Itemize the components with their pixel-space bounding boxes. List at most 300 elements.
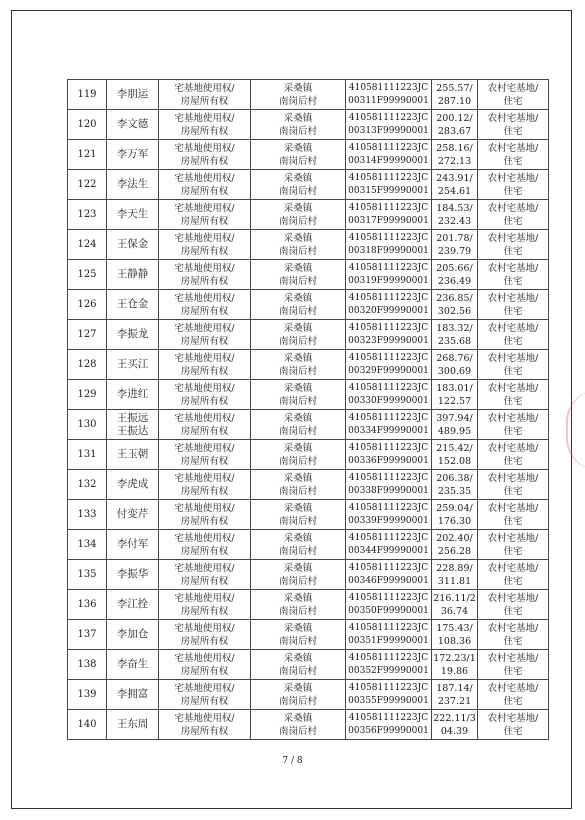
certificate-number-line: 00314F99990001 — [348, 155, 429, 166]
area-line: 237.21 — [437, 695, 472, 707]
location-cell — [251, 260, 346, 290]
location-line: 南岗后村 — [278, 365, 317, 377]
page-number: 7 / 8 — [282, 756, 303, 766]
area-line: 108.36 — [437, 635, 472, 647]
right-type-line: 房屋所有权 — [180, 335, 229, 347]
owner-name-line: 李奋生 — [116, 658, 149, 670]
location-cell — [251, 350, 346, 380]
certificate-number-line: 00330F99990001 — [348, 395, 429, 406]
owner-name-line: 王买江 — [116, 358, 149, 370]
land-use-line: 住宅 — [503, 95, 523, 107]
certificate-number-line: 410581111223JC — [348, 202, 429, 213]
land-use-line: 农村宅基地/ — [487, 82, 539, 94]
right-type-line: 房屋所有权 — [180, 695, 229, 707]
right-type-line: 宅基地使用权/ — [174, 652, 235, 664]
owner-name-cell — [107, 410, 159, 440]
area-line: 228.89/ — [436, 562, 473, 574]
location-line: 采桑镇 — [283, 112, 313, 124]
area-cell — [432, 530, 478, 560]
location-line: 采桑镇 — [283, 322, 313, 334]
certificate-number-line: 410581111223JC — [348, 382, 429, 393]
land-use-line: 住宅 — [503, 125, 523, 137]
certificate-number-line: 00346F99990001 — [348, 575, 429, 586]
area-line: 184.53/ — [436, 202, 473, 214]
right-type-cell — [159, 620, 251, 650]
area-line: 187.14/ — [436, 682, 473, 694]
area-line: 255.57/ — [436, 82, 473, 94]
location-cell — [251, 170, 346, 200]
certificate-number-line: 410581111223JC — [348, 712, 429, 723]
right-type-cell — [159, 320, 251, 350]
area-line: 235.68 — [437, 335, 472, 347]
table-row — [68, 110, 549, 140]
row-number-cell: 131 — [68, 440, 107, 470]
owner-name-line: 李江拴 — [116, 598, 149, 610]
land-use-line: 住宅 — [503, 245, 523, 257]
location-line: 南岗后村 — [278, 305, 317, 317]
row-number-cell: 130 — [68, 410, 107, 440]
location-line: 南岗后村 — [278, 725, 317, 737]
land-use-line: 住宅 — [503, 365, 523, 377]
land-use-line: 住宅 — [503, 215, 523, 227]
land-use-cell — [478, 560, 549, 590]
area-line: 397.94/ — [436, 412, 473, 424]
owner-name-line: 王静静 — [116, 268, 149, 280]
owner-name-line: 李虎成 — [116, 478, 149, 490]
owner-name-cell — [107, 650, 159, 680]
certificate-number-cell — [346, 110, 432, 140]
certificate-number-cell — [346, 410, 432, 440]
row-number-cell: 140 — [68, 710, 107, 740]
owner-name-line: 付变芹 — [116, 508, 149, 520]
location-line: 南岗后村 — [278, 275, 317, 287]
location-cell — [251, 710, 346, 740]
certificate-number-line: 00334F99990001 — [348, 425, 429, 436]
row-number-cell: 120 — [68, 110, 107, 140]
owner-name-line: 李振龙 — [116, 328, 149, 340]
certificate-number-line: 00338F99990001 — [348, 485, 429, 496]
table-body — [68, 80, 549, 740]
right-type-line: 宅基地使用权/ — [174, 172, 235, 184]
land-use-line: 农村宅基地/ — [487, 682, 539, 694]
certificate-number-line: 410581111223JC — [348, 412, 429, 423]
right-type-line: 宅基地使用权/ — [174, 232, 235, 244]
area-line: 243.91/ — [436, 172, 473, 184]
certificate-number-cell — [346, 140, 432, 170]
certificate-number-line: 410581111223JC — [348, 562, 429, 573]
location-cell — [251, 620, 346, 650]
location-cell — [251, 440, 346, 470]
certificate-number-cell — [346, 530, 432, 560]
land-use-line: 农村宅基地/ — [487, 382, 539, 394]
area-cell — [432, 560, 478, 590]
right-type-line: 房屋所有权 — [180, 485, 229, 497]
owner-name-line: 李文德 — [116, 118, 149, 130]
right-type-line: 房屋所有权 — [180, 275, 229, 287]
row-number-cell: 125 — [68, 260, 107, 290]
location-line: 南岗后村 — [278, 665, 317, 677]
right-type-cell — [159, 110, 251, 140]
certificate-number-line: 410581111223JC — [348, 232, 429, 243]
location-cell — [251, 410, 346, 440]
location-line: 南岗后村 — [278, 425, 317, 437]
owner-name-cell — [107, 530, 159, 560]
certificate-number-cell — [346, 620, 432, 650]
certificate-number-line: 410581111223JC — [348, 262, 429, 273]
area-cell — [432, 710, 478, 740]
land-use-line: 住宅 — [503, 665, 523, 677]
right-type-line: 宅基地使用权/ — [174, 682, 235, 694]
location-line: 采桑镇 — [283, 712, 313, 724]
certificate-number-cell — [346, 80, 432, 110]
table-row — [68, 500, 549, 530]
land-use-cell — [478, 110, 549, 140]
location-line: 采桑镇 — [283, 562, 313, 574]
certificate-number-line: 410581111223JC — [348, 142, 429, 153]
row-number-cell: 119 — [68, 80, 107, 110]
table-row — [68, 590, 549, 620]
area-cell — [432, 290, 478, 320]
area-line: 183.01/ — [436, 382, 473, 394]
land-use-line: 农村宅基地/ — [487, 412, 539, 424]
area-cell — [432, 230, 478, 260]
location-line: 南岗后村 — [278, 395, 317, 407]
certificate-number-cell — [346, 290, 432, 320]
certificate-number-line: 410581111223JC — [348, 502, 429, 513]
certificate-number-line: 00317F99990001 — [348, 215, 429, 226]
area-cell — [432, 410, 478, 440]
area-line: 254.61 — [437, 185, 472, 197]
location-cell — [251, 500, 346, 530]
area-line: 236.49 — [437, 275, 472, 287]
certificate-number-cell — [346, 560, 432, 590]
area-line: 300.69 — [437, 365, 472, 377]
location-cell — [251, 560, 346, 590]
right-type-line: 宅基地使用权/ — [174, 592, 235, 604]
area-line: 172.23/1 — [433, 652, 476, 664]
owner-name-line: 王保金 — [116, 238, 149, 250]
right-type-cell — [159, 710, 251, 740]
area-line: 19.86 — [440, 665, 469, 677]
right-type-line: 房屋所有权 — [180, 185, 229, 197]
owner-name-line: 王振达 — [116, 424, 149, 437]
right-type-cell — [159, 470, 251, 500]
area-cell — [432, 110, 478, 140]
right-type-line: 宅基地使用权/ — [174, 322, 235, 334]
table-row — [68, 620, 549, 650]
area-cell — [432, 200, 478, 230]
right-type-line: 宅基地使用权/ — [174, 382, 235, 394]
land-use-cell — [478, 680, 549, 710]
certificate-number-line: 410581111223JC — [348, 442, 429, 453]
owner-name-line: 李付军 — [116, 538, 149, 550]
certificate-number-cell — [346, 470, 432, 500]
land-use-line: 住宅 — [503, 545, 523, 557]
land-use-line: 农村宅基地/ — [487, 562, 539, 574]
owner-name-cell — [107, 170, 159, 200]
location-line: 采桑镇 — [283, 622, 313, 634]
area-cell — [432, 320, 478, 350]
certificate-number-line: 00336F99990001 — [348, 455, 429, 466]
certificate-number-line: 00339F99990001 — [348, 515, 429, 526]
registry-table — [67, 79, 549, 740]
location-line: 南岗后村 — [278, 245, 317, 257]
certificate-number-cell — [346, 170, 432, 200]
certificate-number-line: 00311F99990001 — [348, 95, 429, 106]
owner-name-line: 李进红 — [116, 388, 149, 400]
right-type-line: 房屋所有权 — [180, 245, 229, 257]
location-cell — [251, 530, 346, 560]
right-type-line: 宅基地使用权/ — [174, 532, 235, 544]
table-row — [68, 710, 549, 740]
location-line: 南岗后村 — [278, 95, 317, 107]
right-type-cell — [159, 350, 251, 380]
owner-name-line: 李拥富 — [116, 688, 149, 700]
owner-name-cell — [107, 560, 159, 590]
right-type-line: 房屋所有权 — [180, 365, 229, 377]
location-cell — [251, 200, 346, 230]
area-line: 287.10 — [437, 95, 472, 107]
right-type-cell — [159, 230, 251, 260]
certificate-number-line: 00352F99990001 — [348, 665, 429, 676]
area-line: 183.32/ — [436, 322, 473, 334]
owner-name-line: 王振远 — [116, 411, 149, 424]
land-use-cell — [478, 290, 549, 320]
certificate-number-cell — [346, 650, 432, 680]
right-type-line: 房屋所有权 — [180, 125, 229, 137]
owner-name-cell — [107, 350, 159, 380]
owner-name-line: 李朋运 — [116, 88, 149, 100]
area-cell — [432, 260, 478, 290]
table-row — [68, 530, 549, 560]
area-line: 235.35 — [437, 485, 472, 497]
area-cell — [432, 80, 478, 110]
certificate-number-line: 410581111223JC — [348, 292, 429, 303]
land-use-line: 农村宅基地/ — [487, 712, 539, 724]
land-use-cell — [478, 380, 549, 410]
location-line: 南岗后村 — [278, 695, 317, 707]
table-row — [68, 560, 549, 590]
location-line: 采桑镇 — [283, 382, 313, 394]
land-use-line: 住宅 — [503, 605, 523, 617]
right-type-cell — [159, 140, 251, 170]
location-cell — [251, 230, 346, 260]
right-type-cell — [159, 170, 251, 200]
location-line: 采桑镇 — [283, 292, 313, 304]
land-use-line: 农村宅基地/ — [487, 472, 539, 484]
area-line: 152.08 — [437, 455, 472, 467]
table-row — [68, 140, 549, 170]
land-use-cell — [478, 500, 549, 530]
area-line: 201.78/ — [436, 232, 473, 244]
table-row — [68, 80, 549, 110]
right-type-line: 宅基地使用权/ — [174, 352, 235, 364]
land-use-cell — [478, 230, 549, 260]
location-line: 南岗后村 — [278, 125, 317, 137]
location-line: 采桑镇 — [283, 652, 313, 664]
area-cell — [432, 380, 478, 410]
right-type-line: 宅基地使用权/ — [174, 412, 235, 424]
certificate-number-line: 00319F99990001 — [348, 275, 429, 286]
location-cell — [251, 380, 346, 410]
right-type-line: 宅基地使用权/ — [174, 202, 235, 214]
land-use-line: 住宅 — [503, 335, 523, 347]
land-use-cell — [478, 530, 549, 560]
land-use-line: 农村宅基地/ — [487, 112, 539, 124]
area-line: 222.11/3 — [433, 712, 476, 724]
certificate-number-line: 410581111223JC — [348, 172, 429, 183]
area-line: 122.57 — [437, 395, 472, 407]
owner-name-line: 李法生 — [116, 178, 149, 190]
location-line: 采桑镇 — [283, 172, 313, 184]
area-cell — [432, 500, 478, 530]
certificate-number-cell — [346, 380, 432, 410]
owner-name-cell — [107, 440, 159, 470]
location-line: 采桑镇 — [283, 532, 313, 544]
certificate-number-cell — [346, 500, 432, 530]
area-line: 236.85/ — [436, 292, 473, 304]
location-line: 采桑镇 — [283, 82, 313, 94]
land-use-line: 住宅 — [503, 725, 523, 737]
certificate-number-cell — [346, 440, 432, 470]
right-type-line: 房屋所有权 — [180, 545, 229, 557]
location-cell — [251, 110, 346, 140]
location-line: 南岗后村 — [278, 185, 317, 197]
certificate-number-line: 00320F99990001 — [348, 305, 429, 316]
certificate-number-line: 00350F99990001 — [348, 605, 429, 616]
certificate-number-line: 410581111223JC — [348, 352, 429, 363]
land-use-line: 农村宅基地/ — [487, 532, 539, 544]
owner-name-line: 李天生 — [116, 208, 149, 220]
right-type-cell — [159, 530, 251, 560]
area-line: 36.74 — [440, 605, 469, 617]
land-use-cell — [478, 170, 549, 200]
land-use-line: 住宅 — [503, 275, 523, 287]
right-type-line: 宅基地使用权/ — [174, 262, 235, 274]
table-row — [68, 410, 549, 440]
land-use-line: 农村宅基地/ — [487, 232, 539, 244]
land-use-line: 农村宅基地/ — [487, 262, 539, 274]
area-cell — [432, 620, 478, 650]
right-type-cell — [159, 590, 251, 620]
land-use-cell — [478, 350, 549, 380]
right-type-line: 宅基地使用权/ — [174, 562, 235, 574]
owner-name-cell — [107, 110, 159, 140]
right-type-cell — [159, 410, 251, 440]
land-use-line: 住宅 — [503, 425, 523, 437]
row-number-cell: 123 — [68, 200, 107, 230]
owner-name-cell — [107, 680, 159, 710]
location-line: 采桑镇 — [283, 232, 313, 244]
land-use-line: 住宅 — [503, 635, 523, 647]
area-line: 272.13 — [437, 155, 472, 167]
row-number-cell: 139 — [68, 680, 107, 710]
certificate-number-line: 00356F99990001 — [348, 725, 429, 736]
area-line: 258.16/ — [436, 142, 473, 154]
right-type-cell — [159, 290, 251, 320]
row-number-cell: 138 — [68, 650, 107, 680]
table-row — [68, 650, 549, 680]
location-line: 南岗后村 — [278, 515, 317, 527]
certificate-number-cell — [346, 320, 432, 350]
certificate-number-line: 410581111223JC — [348, 322, 429, 333]
location-line: 采桑镇 — [283, 682, 313, 694]
table-row — [68, 470, 549, 500]
owner-name-cell — [107, 290, 159, 320]
certificate-number-cell — [346, 350, 432, 380]
land-use-line: 农村宅基地/ — [487, 592, 539, 604]
right-type-cell — [159, 680, 251, 710]
location-line: 采桑镇 — [283, 202, 313, 214]
certificate-number-line: 00318F99990001 — [348, 245, 429, 256]
location-line: 采桑镇 — [283, 412, 313, 424]
land-use-line: 农村宅基地/ — [487, 292, 539, 304]
land-use-line: 住宅 — [503, 455, 523, 467]
land-use-line: 农村宅基地/ — [487, 172, 539, 184]
certificate-number-cell — [346, 680, 432, 710]
right-type-line: 宅基地使用权/ — [174, 442, 235, 454]
right-type-line: 房屋所有权 — [180, 455, 229, 467]
owner-name-cell — [107, 500, 159, 530]
area-line: 04.39 — [440, 725, 469, 737]
land-use-line: 农村宅基地/ — [487, 202, 539, 214]
location-line: 南岗后村 — [278, 575, 317, 587]
owner-name-cell — [107, 710, 159, 740]
area-cell — [432, 590, 478, 620]
certificate-number-line: 410581111223JC — [348, 592, 429, 603]
right-type-line: 宅基地使用权/ — [174, 82, 235, 94]
right-type-line: 宅基地使用权/ — [174, 712, 235, 724]
area-line: 283.67 — [437, 125, 472, 137]
owner-name-cell — [107, 140, 159, 170]
location-line: 南岗后村 — [278, 455, 317, 467]
row-number-cell: 134 — [68, 530, 107, 560]
location-line: 采桑镇 — [283, 142, 313, 154]
certificate-number-line: 410581111223JC — [348, 82, 429, 93]
right-type-cell — [159, 440, 251, 470]
owner-name-line: 王仓金 — [116, 298, 149, 310]
owner-name-cell — [107, 320, 159, 350]
area-line: 175.43/ — [436, 622, 473, 634]
location-line: 南岗后村 — [278, 635, 317, 647]
land-use-cell — [478, 140, 549, 170]
certificate-number-line: 00329F99990001 — [348, 365, 429, 376]
certificate-number-line: 410581111223JC — [348, 532, 429, 543]
right-type-line: 房屋所有权 — [180, 305, 229, 317]
right-type-line: 宅基地使用权/ — [174, 112, 235, 124]
area-line: 239.79 — [437, 245, 472, 257]
right-type-line: 房屋所有权 — [180, 395, 229, 407]
owner-name-line: 王玉朝 — [116, 448, 149, 460]
right-type-cell — [159, 80, 251, 110]
row-number-cell: 127 — [68, 320, 107, 350]
area-line: 205.66/ — [436, 262, 473, 274]
land-use-line: 住宅 — [503, 575, 523, 587]
area-line: 259.04/ — [436, 502, 473, 514]
right-type-cell — [159, 500, 251, 530]
area-cell — [432, 650, 478, 680]
location-line: 南岗后村 — [278, 485, 317, 497]
table-row — [68, 440, 549, 470]
certificate-number-line: 410581111223JC — [348, 652, 429, 663]
area-cell — [432, 470, 478, 500]
land-use-cell — [478, 590, 549, 620]
location-line: 南岗后村 — [278, 335, 317, 347]
area-line: 232.43 — [437, 215, 472, 227]
owner-name-cell — [107, 260, 159, 290]
area-line: 206.38/ — [436, 472, 473, 484]
certificate-number-line: 410581111223JC — [348, 112, 429, 123]
